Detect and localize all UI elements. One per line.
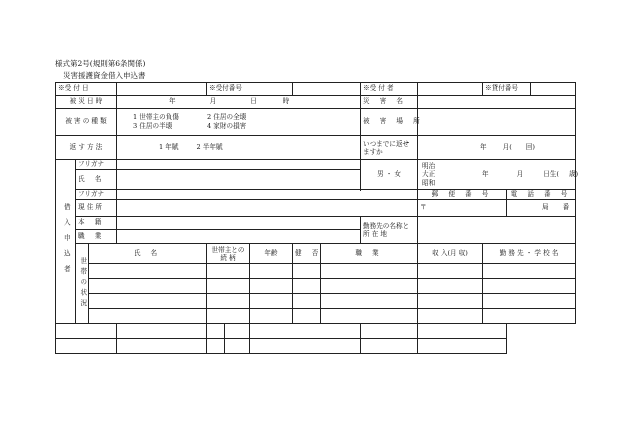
- loan-number-label: ※貸付番号: [483, 83, 531, 96]
- receipt-date-field[interactable]: [117, 83, 207, 96]
- birthdate-field[interactable]: [418, 160, 579, 190]
- household-school-cell[interactable]: [483, 294, 576, 309]
- household-income-cell[interactable]: [418, 279, 483, 294]
- repayment-annual[interactable]: 1 年賦: [159, 142, 179, 151]
- applicant-name-label: 氏 名: [76, 170, 117, 190]
- household-job-cell[interactable]: [250, 339, 361, 354]
- damage-place-label: 被 害 場 所: [361, 109, 418, 136]
- domicile-label: 本 籍: [76, 217, 117, 230]
- workplace-field[interactable]: [418, 217, 576, 244]
- applicant-name-field[interactable]: [117, 170, 361, 190]
- household-school-cell[interactable]: [418, 324, 507, 339]
- applicant-furigana-row: [56, 160, 576, 170]
- postal-mark: 〒: [420, 203, 427, 212]
- household-row: [56, 264, 576, 279]
- household-relation-cell[interactable]: [117, 339, 207, 354]
- household-section-label: 世帯の状況: [76, 244, 89, 324]
- household-name-cell[interactable]: [89, 294, 207, 309]
- household-row: [56, 309, 576, 324]
- damage-option-property[interactable]: 4 家財の損害: [207, 122, 247, 130]
- household-school-cell[interactable]: [483, 279, 576, 294]
- household-job-cell[interactable]: [250, 324, 361, 339]
- household-col-health: 健 否: [293, 244, 321, 264]
- household-health-cell[interactable]: [225, 339, 250, 354]
- disaster-day-unit: 日: [250, 97, 257, 106]
- household-school-cell[interactable]: [483, 309, 576, 324]
- phone-number-unit: 番: [562, 203, 570, 212]
- form-title: 災害援護資金借入申込書: [63, 71, 146, 80]
- damage-type-row: [56, 109, 576, 136]
- repay-year-unit: 年: [480, 142, 487, 151]
- household-relation-cell[interactable]: [117, 324, 207, 339]
- era-meiji[interactable]: 明治: [422, 161, 436, 170]
- address-furigana-label: フリガナ: [76, 190, 117, 200]
- birth-year-unit: 年: [482, 169, 489, 178]
- repayment-until-field[interactable]: [418, 136, 576, 160]
- disaster-datetime-label: 被 災 日 時: [56, 96, 117, 109]
- address-label: 現 住 所: [76, 200, 117, 217]
- receiver-field[interactable]: [418, 83, 483, 96]
- household-income-cell[interactable]: [418, 264, 483, 279]
- household-col-age: 年齢: [250, 244, 293, 264]
- era-showa[interactable]: 昭和: [422, 178, 436, 187]
- form-number: 様式第2号(規則第6条関係): [55, 59, 146, 68]
- household-job-cell[interactable]: [321, 309, 418, 324]
- era-taisho[interactable]: 大正: [422, 170, 436, 178]
- household-col-name: 氏 名: [89, 244, 207, 264]
- household-school-cell[interactable]: [483, 264, 576, 279]
- damage-type-label: 被 害 の 種 類: [56, 109, 117, 136]
- disaster-hour-unit: 時: [282, 97, 290, 106]
- repayment-until-label: いつまでに返せますか: [361, 136, 418, 160]
- applicant-section-label: 借入申込者: [56, 160, 76, 324]
- disaster-month-unit: 月: [209, 97, 217, 106]
- household-health-cell[interactable]: [293, 264, 321, 279]
- disaster-year-unit: 年: [169, 97, 176, 106]
- damage-option-full-destruction[interactable]: 2 住居の全壊: [207, 113, 247, 121]
- household-job-cell[interactable]: [321, 279, 418, 294]
- household-col-income: 収 入(月 収): [418, 244, 483, 264]
- household-col-relation: 世帯主との続 柄: [207, 244, 250, 264]
- birth-day-unit: 日生(: [543, 169, 559, 178]
- household-name-cell[interactable]: [89, 264, 207, 279]
- repay-month-unit: 月(: [502, 142, 512, 151]
- household-health-cell[interactable]: [293, 279, 321, 294]
- household-income-cell[interactable]: [418, 294, 483, 309]
- furigana-field[interactable]: [117, 160, 361, 170]
- household-row: [56, 324, 576, 339]
- household-header-row: [56, 244, 576, 264]
- disaster-name-field[interactable]: [418, 96, 576, 109]
- receipt-number-field[interactable]: [293, 83, 361, 96]
- receipt-number-label: ※受付番号: [207, 83, 293, 96]
- household-row: [56, 294, 576, 309]
- domicile-field[interactable]: [117, 217, 361, 230]
- household-relation-cell[interactable]: [207, 294, 250, 309]
- household-col-school: 勤 務 先 ・ 学 校 名: [483, 244, 576, 264]
- receipt-row: [56, 83, 576, 96]
- household-name-cell[interactable]: [56, 324, 117, 339]
- phone-station-unit: 局: [542, 203, 549, 212]
- disaster-name-label: 災 害 名: [361, 96, 418, 109]
- receiver-label: ※受 付 者: [361, 83, 418, 96]
- repayment-method-label: 返 す 方 法: [56, 136, 117, 160]
- household-relation-cell[interactable]: [207, 309, 250, 324]
- address-field[interactable]: [117, 200, 418, 217]
- household-income-cell[interactable]: [361, 324, 418, 339]
- damage-place-field[interactable]: [418, 109, 576, 136]
- household-health-cell[interactable]: [293, 294, 321, 309]
- household-age-cell[interactable]: [207, 324, 225, 339]
- household-age-cell[interactable]: [250, 279, 293, 294]
- damage-option-half-destruction[interactable]: 3 住居の半壊: [133, 122, 173, 130]
- household-col-job: 職 業: [321, 244, 418, 264]
- address-row: [56, 200, 576, 217]
- address-furigana-row: [56, 190, 576, 200]
- household-age-cell[interactable]: [250, 294, 293, 309]
- damage-type-options[interactable]: [117, 109, 361, 136]
- receipt-date-label: ※受 付 日: [56, 83, 117, 96]
- repayment-method-options[interactable]: [117, 136, 361, 160]
- loan-number-field[interactable]: [531, 83, 576, 96]
- household-age-cell[interactable]: [207, 339, 225, 354]
- household-health-cell[interactable]: [225, 324, 250, 339]
- gender-select[interactable]: 男 ・ 女: [361, 160, 418, 190]
- application-table: [55, 82, 579, 354]
- repay-times-unit: 回): [525, 142, 535, 151]
- phone-label: 電 話 番 号: [507, 190, 576, 200]
- phone-field[interactable]: [507, 200, 576, 217]
- occupation-field[interactable]: [117, 230, 361, 244]
- postal-code-label: 郵 便 番 号: [418, 190, 507, 200]
- household-age-cell[interactable]: [250, 264, 293, 279]
- disaster-datetime-field[interactable]: [117, 96, 361, 109]
- household-job-cell[interactable]: [321, 264, 418, 279]
- address-furigana-field[interactable]: [117, 190, 418, 200]
- household-relation-cell[interactable]: [207, 279, 250, 294]
- household-income-cell[interactable]: [361, 339, 418, 354]
- household-health-cell[interactable]: [293, 309, 321, 324]
- household-row: [56, 279, 576, 294]
- household-income-cell[interactable]: [418, 309, 483, 324]
- occupation-label: 職 業: [76, 230, 117, 244]
- household-school-cell[interactable]: [418, 339, 507, 354]
- household-row: [56, 339, 576, 354]
- domicile-row: [56, 217, 576, 230]
- workplace-label: 勤務先の名称と 所 在 地: [361, 217, 418, 244]
- age-unit: 歳): [568, 169, 579, 178]
- household-name-cell[interactable]: [89, 279, 207, 294]
- damage-option-injury[interactable]: 1 世帯主の負傷: [133, 113, 179, 121]
- household-job-cell[interactable]: [321, 294, 418, 309]
- household-age-cell[interactable]: [250, 309, 293, 324]
- household-name-cell[interactable]: [56, 339, 117, 354]
- repayment-semiannual[interactable]: 2 半年賦: [196, 142, 223, 151]
- household-relation-cell[interactable]: [207, 264, 250, 279]
- furigana-label: フリガナ: [76, 160, 117, 170]
- household-name-cell[interactable]: [89, 309, 207, 324]
- postal-code-field[interactable]: [418, 200, 507, 217]
- birth-month-unit: 月: [516, 169, 524, 178]
- repayment-row: [56, 136, 576, 160]
- disaster-date-row: [56, 96, 576, 109]
